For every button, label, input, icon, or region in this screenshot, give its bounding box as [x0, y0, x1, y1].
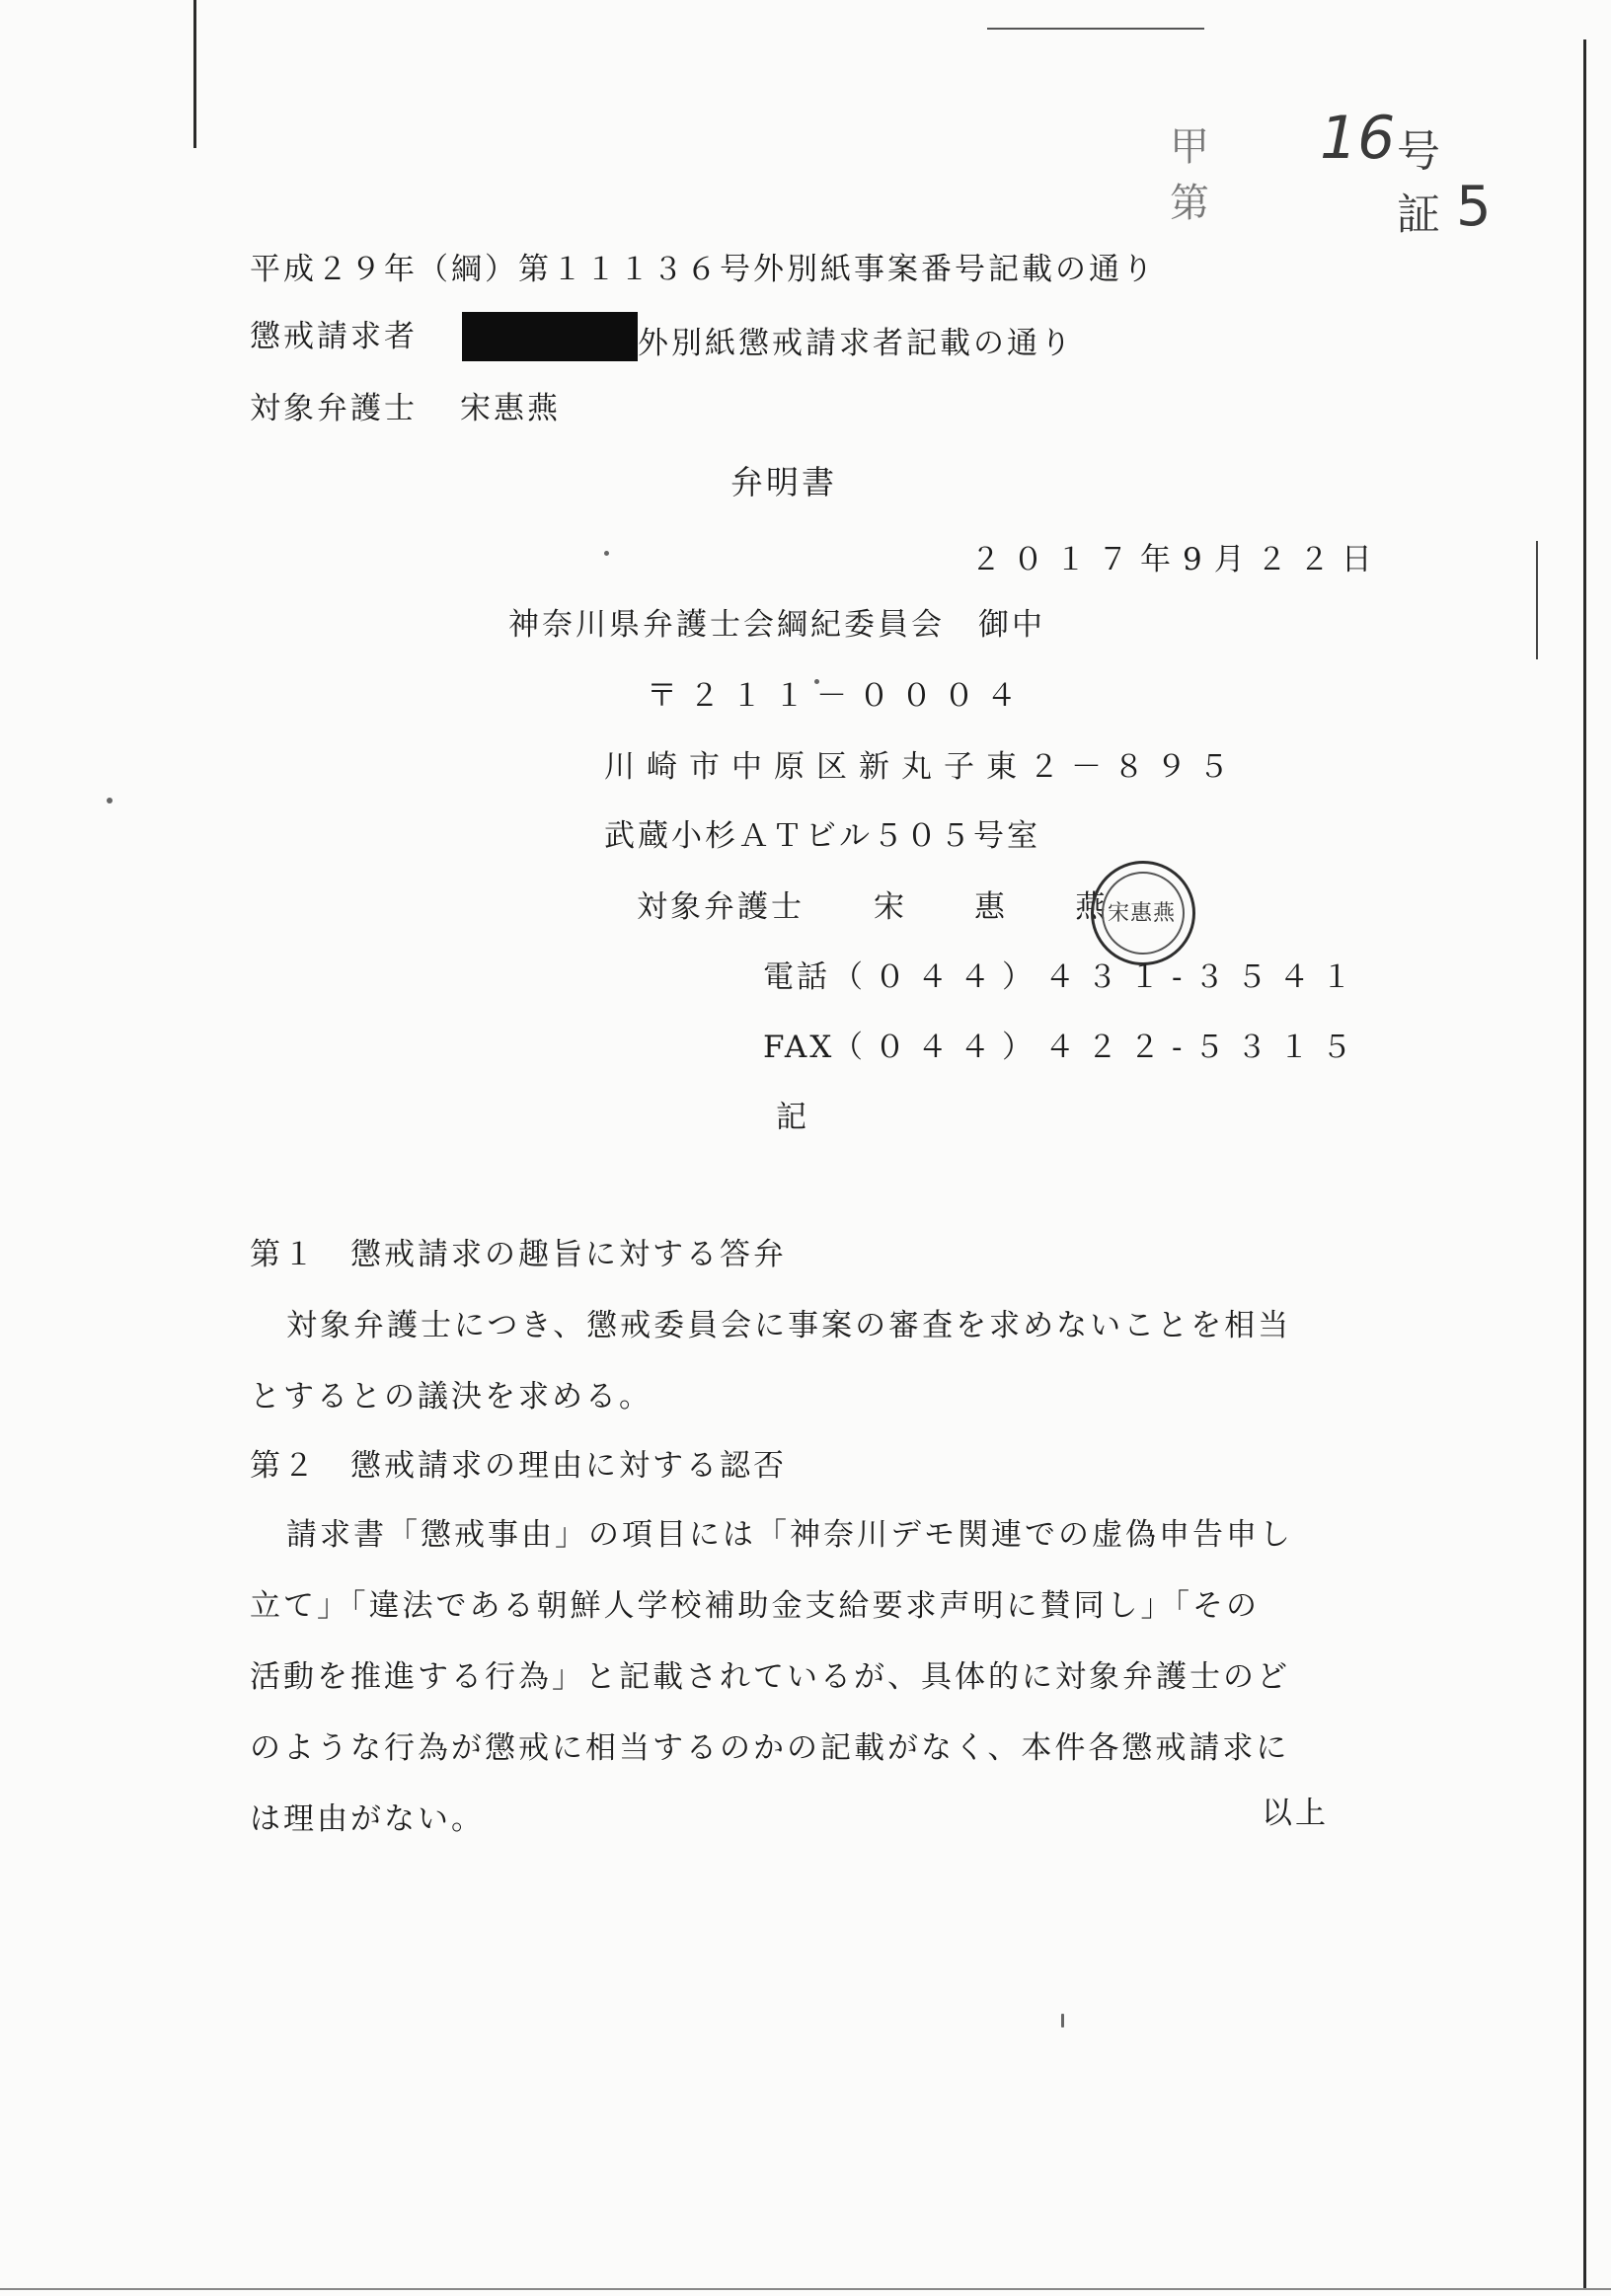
scan-speck: [1061, 2014, 1064, 2028]
scan-speck: [604, 551, 609, 556]
scan-right-border: [1583, 39, 1586, 2290]
attorney-seal: [1091, 861, 1195, 965]
fax-label: FAX: [763, 1030, 835, 1065]
exhibit-suffix: 号証: [1397, 126, 1442, 240]
section-1-line: とするとの議決を求める。: [250, 1379, 652, 1415]
attorney-seal-text: 宋惠燕: [1108, 901, 1177, 926]
exhibit-sub-number: 5: [1456, 175, 1492, 239]
document-date: ２０１７年9月２２日: [970, 542, 1384, 577]
scan-bottom-edge: [0, 2288, 1611, 2290]
ki-marker: 記: [776, 1100, 809, 1135]
phone-number: （０４４）４３１-３５４１: [832, 959, 1364, 995]
sender-name: 宋 惠 燕: [874, 889, 1109, 925]
section-1-line: 対象弁護士につき、懲戒委員会に事案の審査を求めないことを相当: [286, 1308, 1292, 1343]
document-title: 弁明書: [730, 463, 837, 501]
sender-role: 対象弁護士: [637, 889, 805, 925]
case-number-line: 平成２９年（綱）第１１１３６号外別紙事案番号記載の通り: [250, 252, 1156, 287]
section-2-line: 立て」「違法である朝鮮人学校補助金支給要求声明に賛同し」「その: [250, 1588, 1260, 1624]
address-line-2: 武蔵小杉ＡＴビル５０５号室: [604, 818, 1040, 854]
section-2-heading: 第２ 懲戒請求の理由に対する認否: [250, 1448, 787, 1484]
section-2-line: 活動を推進する行為」と記載されているが、具体的に対象弁護士のど: [250, 1659, 1290, 1695]
target-name: 宋惠燕: [460, 391, 561, 426]
scan-right-bracket: [1536, 541, 1538, 659]
phone-label: 電話: [763, 959, 830, 995]
fax-number: （０４４）４２２-５３１５: [832, 1030, 1364, 1065]
claimant-value: 外別紙懲戒請求者記載の通り: [638, 326, 1074, 361]
claimant-label: 懲戒請求者: [250, 319, 418, 354]
scan-top-marks: [987, 28, 1204, 30]
section-2-line: のような行為が懲戒に相当するのかの記載がなく、本件各懲戒請求に: [250, 1730, 1290, 1766]
postal-code: 〒２１１－０００４: [647, 678, 1029, 714]
section-2-line: は理由がない。: [250, 1801, 485, 1837]
exhibit-prefix: 甲第: [1170, 124, 1211, 226]
scan-speck: [107, 798, 113, 804]
exhibit-number: 16: [1320, 104, 1396, 173]
addressee: 神奈川県弁護士会綱紀委員会 御中: [508, 607, 1045, 643]
section-1-heading: 第１ 懲戒請求の趣旨に対する答弁: [250, 1237, 787, 1272]
scan-left-edge: [193, 0, 196, 148]
address-line-1: 川崎市中原区新丸子東２－８９５: [604, 749, 1241, 785]
target-label: 対象弁護士: [250, 391, 418, 426]
redaction-bar: [462, 312, 638, 361]
closing-ijou: 以上: [1262, 1796, 1329, 1831]
section-2-line: 請求書「懲戒事由」の項目には「神奈川デモ関連での虚偽申告申し: [286, 1517, 1293, 1553]
